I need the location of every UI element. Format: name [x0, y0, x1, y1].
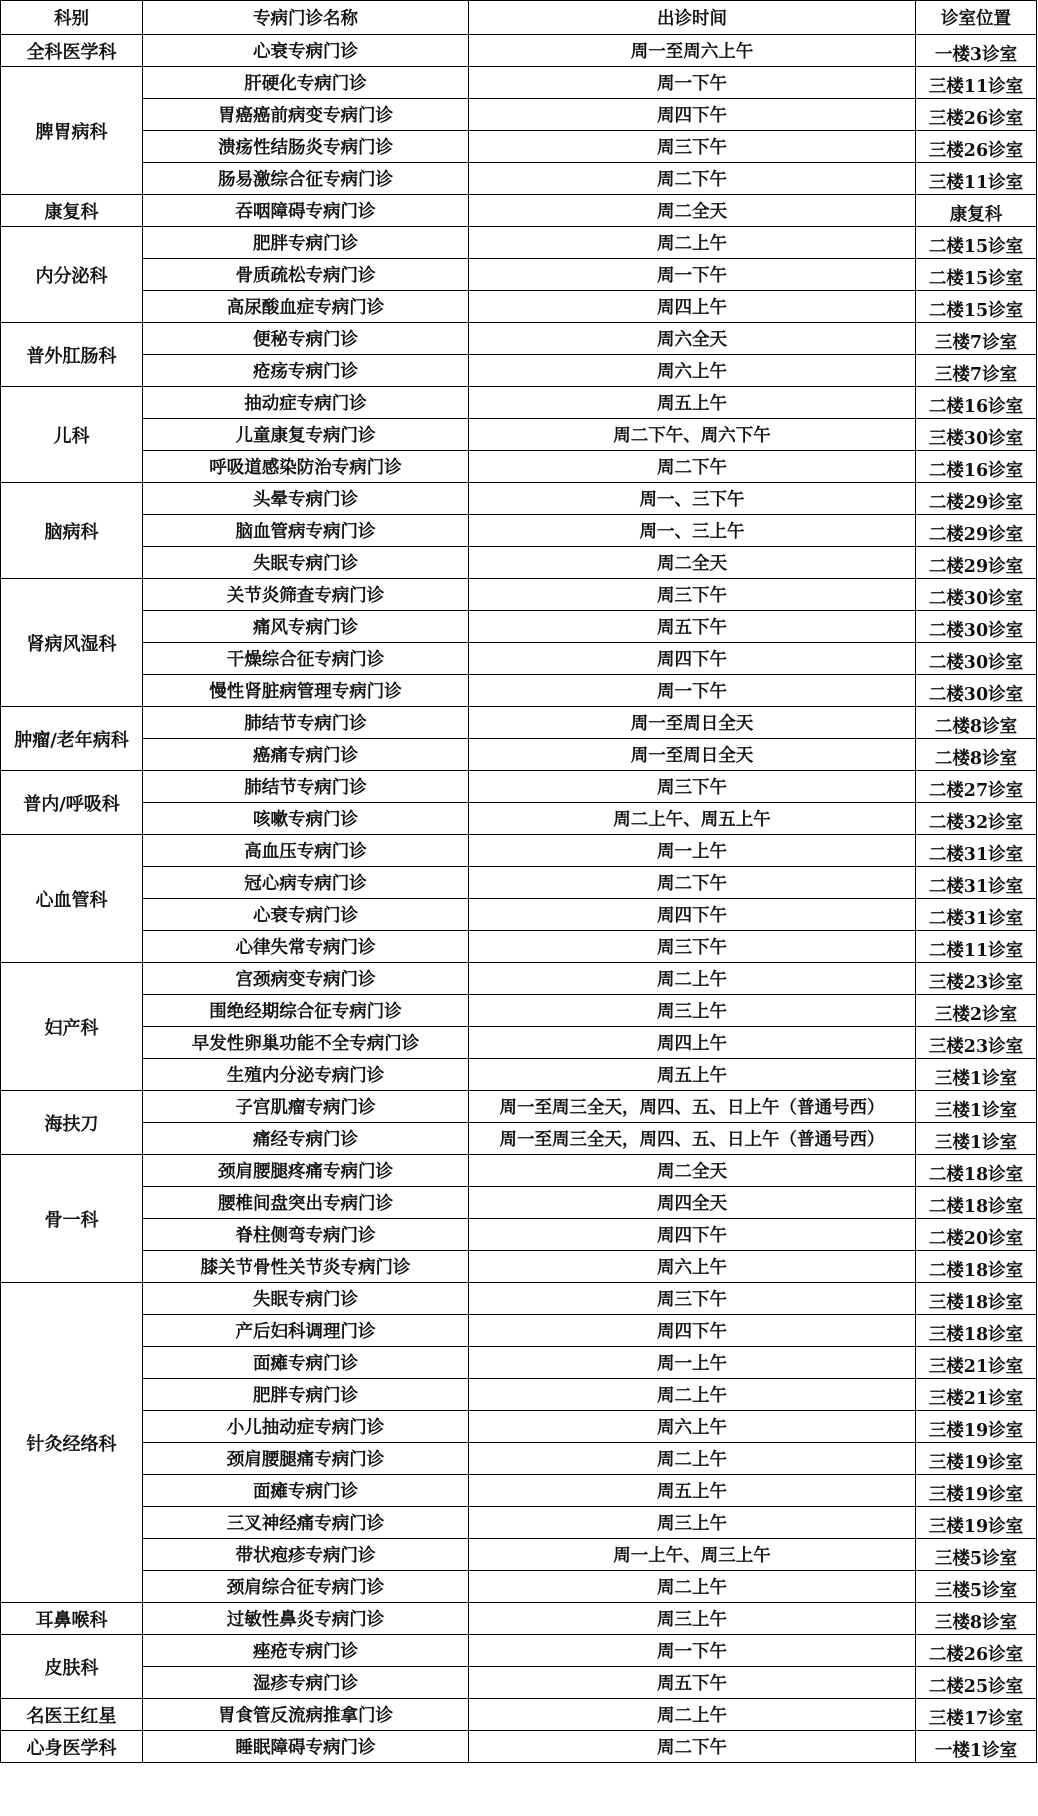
room-location-cell: 三楼1诊室	[916, 1059, 1037, 1091]
clinic-time-cell: 周四上午	[469, 291, 916, 323]
clinic-name-cell: 疮疡专病门诊	[143, 355, 469, 387]
clinic-time-cell: 周一上午	[469, 1347, 916, 1379]
table-row	[1, 259, 1037, 291]
room-location-cell: 三楼1诊室	[916, 1123, 1037, 1155]
table-row	[1, 1411, 1037, 1443]
table-row	[1, 899, 1037, 931]
clinic-name-cell: 宫颈病变专病门诊	[143, 963, 469, 995]
table-row	[1, 1155, 1037, 1187]
department-cell: 骨一科	[1, 1155, 143, 1283]
clinic-time-cell: 周一上午	[469, 835, 916, 867]
clinic-time-cell: 周二下午、周六下午	[469, 419, 916, 451]
room-location-cell: 三楼21诊室	[916, 1347, 1037, 1379]
table-row	[1, 931, 1037, 963]
room-location-cell: 三楼19诊室	[916, 1411, 1037, 1443]
table-row	[1, 1251, 1037, 1283]
clinic-name-cell: 胃食管反流病推拿门诊	[143, 1699, 469, 1731]
room-location-cell: 三楼30诊室	[916, 419, 1037, 451]
room-location-cell: 二楼27诊室	[916, 771, 1037, 803]
clinic-name-cell: 失眠专病门诊	[143, 1283, 469, 1315]
department-cell: 名医王红星	[1, 1699, 143, 1731]
header-department: 科别	[1, 1, 143, 35]
clinic-name-cell: 颈肩腰腿痛专病门诊	[143, 1443, 469, 1475]
clinic-time-cell: 周二上午	[469, 1379, 916, 1411]
room-location-cell: 三楼2诊室	[916, 995, 1037, 1027]
clinic-name-cell: 呼吸道感染防治专病门诊	[143, 451, 469, 483]
header-clinic-time: 出诊时间	[469, 1, 916, 35]
room-location-cell: 三楼8诊室	[916, 1603, 1037, 1635]
clinic-name-cell: 失眠专病门诊	[143, 547, 469, 579]
table-row	[1, 707, 1037, 739]
table-row	[1, 291, 1037, 323]
clinic-time-cell: 周二下午	[469, 1731, 916, 1763]
clinic-time-cell: 周六全天	[469, 323, 916, 355]
room-location-cell: 二楼30诊室	[916, 643, 1037, 675]
table-row	[1, 1667, 1037, 1699]
table-row	[1, 515, 1037, 547]
clinic-name-cell: 三叉神经痛专病门诊	[143, 1507, 469, 1539]
department-cell: 脾胃病科	[1, 67, 143, 195]
department-cell: 肿瘤/老年病科	[1, 707, 143, 771]
clinic-time-cell: 周四下午	[469, 99, 916, 131]
department-cell: 耳鼻喉科	[1, 1603, 143, 1635]
clinic-name-cell: 关节炎筛查专病门诊	[143, 579, 469, 611]
table-row	[1, 1347, 1037, 1379]
table-row	[1, 1699, 1037, 1731]
room-location-cell: 三楼26诊室	[916, 131, 1037, 163]
room-location-cell: 二楼20诊室	[916, 1219, 1037, 1251]
table-row	[1, 195, 1037, 227]
clinic-time-cell: 周六上午	[469, 1251, 916, 1283]
clinic-name-cell: 高血压专病门诊	[143, 835, 469, 867]
table-row	[1, 483, 1037, 515]
clinic-name-cell: 腰椎间盘突出专病门诊	[143, 1187, 469, 1219]
clinic-time-cell: 周三上午	[469, 1507, 916, 1539]
clinic-time-cell: 周一下午	[469, 675, 916, 707]
table-row	[1, 547, 1037, 579]
room-location-cell: 三楼1诊室	[916, 1091, 1037, 1123]
clinic-time-cell: 周一、三上午	[469, 515, 916, 547]
clinic-name-cell: 脊柱侧弯专病门诊	[143, 1219, 469, 1251]
table-row	[1, 1603, 1037, 1635]
table-row	[1, 1091, 1037, 1123]
department-cell: 儿科	[1, 387, 143, 483]
table-row	[1, 387, 1037, 419]
clinic-name-cell: 带状疱疹专病门诊	[143, 1539, 469, 1571]
clinic-time-cell: 周一下午	[469, 259, 916, 291]
clinic-name-cell: 睡眠障碍专病门诊	[143, 1731, 469, 1763]
clinic-name-cell: 干燥综合征专病门诊	[143, 643, 469, 675]
clinic-time-cell: 周四下午	[469, 899, 916, 931]
clinic-time-cell: 周二全天	[469, 195, 916, 227]
table-row	[1, 451, 1037, 483]
room-location-cell: 二楼15诊室	[916, 291, 1037, 323]
clinic-time-cell: 周三上午	[469, 995, 916, 1027]
room-location-cell: 二楼11诊室	[916, 931, 1037, 963]
department-cell: 普内/呼吸科	[1, 771, 143, 835]
department-cell: 康复科	[1, 195, 143, 227]
table-row	[1, 803, 1037, 835]
clinic-name-cell: 子宫肌瘤专病门诊	[143, 1091, 469, 1123]
clinic-time-cell: 周四上午	[469, 1027, 916, 1059]
room-location-cell: 二楼30诊室	[916, 675, 1037, 707]
table-row	[1, 867, 1037, 899]
table-row	[1, 131, 1037, 163]
room-location-cell: 三楼11诊室	[916, 163, 1037, 195]
table-row	[1, 771, 1037, 803]
clinic-name-cell: 胃癌癌前病变专病门诊	[143, 99, 469, 131]
room-location-cell: 三楼18诊室	[916, 1283, 1037, 1315]
table-row	[1, 963, 1037, 995]
clinic-name-cell: 湿疹专病门诊	[143, 1667, 469, 1699]
table-row	[1, 67, 1037, 99]
clinic-name-cell: 溃疡性结肠炎专病门诊	[143, 131, 469, 163]
table-row	[1, 227, 1037, 259]
clinic-time-cell: 周一至周日全天	[469, 707, 916, 739]
room-location-cell: 三楼5诊室	[916, 1539, 1037, 1571]
clinic-time-cell: 周一上午、周三上午	[469, 1539, 916, 1571]
clinic-time-cell: 周四下午	[469, 1315, 916, 1347]
clinic-time-cell: 周三上午	[469, 1603, 916, 1635]
clinic-name-cell: 肺结节专病门诊	[143, 771, 469, 803]
room-location-cell: 二楼31诊室	[916, 867, 1037, 899]
table-row	[1, 1635, 1037, 1667]
clinic-time-cell: 周一至周三全天，周四、五、日上午（普通号西）	[469, 1123, 916, 1155]
clinic-name-cell: 过敏性鼻炎专病门诊	[143, 1603, 469, 1635]
room-location-cell: 二楼31诊室	[916, 835, 1037, 867]
room-location-cell: 二楼30诊室	[916, 579, 1037, 611]
department-cell: 针灸经络科	[1, 1283, 143, 1603]
table-row	[1, 1315, 1037, 1347]
clinic-name-cell: 头晕专病门诊	[143, 483, 469, 515]
clinic-name-cell: 肠易激综合征专病门诊	[143, 163, 469, 195]
clinic-name-cell: 肥胖专病门诊	[143, 227, 469, 259]
department-cell: 肾病风湿科	[1, 579, 143, 707]
room-location-cell: 二楼30诊室	[916, 611, 1037, 643]
room-location-cell: 二楼18诊室	[916, 1187, 1037, 1219]
department-cell: 心血管科	[1, 835, 143, 963]
table-row	[1, 1571, 1037, 1603]
clinic-name-cell: 小儿抽动症专病门诊	[143, 1411, 469, 1443]
table-row	[1, 1123, 1037, 1155]
table-row	[1, 99, 1037, 131]
room-location-cell: 一楼1诊室	[916, 1731, 1037, 1763]
clinic-time-cell: 周二下午	[469, 867, 916, 899]
room-location-cell: 三楼21诊室	[916, 1379, 1037, 1411]
room-location-cell: 二楼15诊室	[916, 259, 1037, 291]
room-location-cell: 三楼7诊室	[916, 355, 1037, 387]
clinic-time-cell: 周一至周三全天，周四、五、日上午（普通号西）	[469, 1091, 916, 1123]
department-cell: 普外肛肠科	[1, 323, 143, 387]
department-cell: 内分泌科	[1, 227, 143, 323]
clinic-time-cell: 周三下午	[469, 579, 916, 611]
clinic-time-cell: 周四下午	[469, 1219, 916, 1251]
department-cell: 海扶刀	[1, 1091, 143, 1155]
room-location-cell: 二楼29诊室	[916, 483, 1037, 515]
clinic-time-cell: 周二上午	[469, 1443, 916, 1475]
table-row	[1, 1731, 1037, 1763]
clinic-name-cell: 颈肩综合征专病门诊	[143, 1571, 469, 1603]
room-location-cell: 三楼23诊室	[916, 1027, 1037, 1059]
table-body	[1, 35, 1037, 1763]
room-location-cell: 二楼18诊室	[916, 1251, 1037, 1283]
clinic-name-cell: 痛风专病门诊	[143, 611, 469, 643]
clinic-name-cell: 痤疮专病门诊	[143, 1635, 469, 1667]
header-room-location: 诊室位置	[916, 1, 1037, 35]
clinic-time-cell: 周六上午	[469, 1411, 916, 1443]
clinic-time-cell: 周四下午	[469, 643, 916, 675]
clinic-name-cell: 肥胖专病门诊	[143, 1379, 469, 1411]
department-cell: 脑病科	[1, 483, 143, 579]
clinic-name-cell: 颈肩腰腿疼痛专病门诊	[143, 1155, 469, 1187]
clinic-time-cell: 周二上午	[469, 1571, 916, 1603]
clinic-time-cell: 周二下午	[469, 451, 916, 483]
table-row	[1, 1059, 1037, 1091]
header-clinic-name: 专病门诊名称	[143, 1, 469, 35]
room-location-cell: 二楼29诊室	[916, 547, 1037, 579]
department-cell: 心身医学科	[1, 1731, 143, 1763]
clinic-time-cell: 周一下午	[469, 67, 916, 99]
room-location-cell: 二楼16诊室	[916, 451, 1037, 483]
clinic-time-cell: 周三下午	[469, 1283, 916, 1315]
table-row	[1, 675, 1037, 707]
room-location-cell: 三楼11诊室	[916, 67, 1037, 99]
clinic-name-cell: 骨质疏松专病门诊	[143, 259, 469, 291]
clinic-time-cell: 周二下午	[469, 163, 916, 195]
room-location-cell: 三楼19诊室	[916, 1507, 1037, 1539]
table-row	[1, 35, 1037, 67]
clinic-time-cell: 周二上午	[469, 1699, 916, 1731]
clinic-name-cell: 面瘫专病门诊	[143, 1347, 469, 1379]
clinic-name-cell: 围绝经期综合征专病门诊	[143, 995, 469, 1027]
clinic-name-cell: 生殖内分泌专病门诊	[143, 1059, 469, 1091]
clinic-time-cell: 周五下午	[469, 1667, 916, 1699]
room-location-cell: 二楼31诊室	[916, 899, 1037, 931]
clinic-time-cell: 周五上午	[469, 1475, 916, 1507]
clinic-name-cell: 儿童康复专病门诊	[143, 419, 469, 451]
table-row	[1, 835, 1037, 867]
room-location-cell: 二楼18诊室	[916, 1155, 1037, 1187]
clinic-name-cell: 抽动症专病门诊	[143, 387, 469, 419]
table-row	[1, 579, 1037, 611]
table-row	[1, 1475, 1037, 1507]
room-location-cell: 三楼17诊室	[916, 1699, 1037, 1731]
clinic-time-cell: 周二上午	[469, 227, 916, 259]
room-location-cell: 三楼5诊室	[916, 1571, 1037, 1603]
clinic-name-cell: 便秘专病门诊	[143, 323, 469, 355]
table-row	[1, 355, 1037, 387]
clinic-name-cell: 心衰专病门诊	[143, 35, 469, 67]
table-row	[1, 643, 1037, 675]
clinic-name-cell: 肝硬化专病门诊	[143, 67, 469, 99]
table-row	[1, 611, 1037, 643]
clinic-time-cell: 周三下午	[469, 131, 916, 163]
department-cell: 皮肤科	[1, 1635, 143, 1699]
clinic-name-cell: 慢性肾脏病管理专病门诊	[143, 675, 469, 707]
clinic-time-cell: 周一下午	[469, 1635, 916, 1667]
clinic-time-cell: 周一至周日全天	[469, 739, 916, 771]
room-location-cell: 三楼18诊室	[916, 1315, 1037, 1347]
room-location-cell: 康复科	[916, 195, 1037, 227]
clinic-name-cell: 脑血管病专病门诊	[143, 515, 469, 547]
clinic-name-cell: 痛经专病门诊	[143, 1123, 469, 1155]
clinic-time-cell: 周二全天	[469, 547, 916, 579]
room-location-cell: 二楼8诊室	[916, 707, 1037, 739]
room-location-cell: 二楼15诊室	[916, 227, 1037, 259]
clinic-name-cell: 肺结节专病门诊	[143, 707, 469, 739]
room-location-cell: 一楼3诊室	[916, 35, 1037, 67]
header-row	[1, 1, 1037, 35]
clinic-name-cell: 心律失常专病门诊	[143, 931, 469, 963]
table-row	[1, 1027, 1037, 1059]
room-location-cell: 三楼23诊室	[916, 963, 1037, 995]
room-location-cell: 二楼25诊室	[916, 1667, 1037, 1699]
clinic-name-cell: 早发性卵巢功能不全专病门诊	[143, 1027, 469, 1059]
clinic-time-cell: 周五下午	[469, 611, 916, 643]
clinic-time-cell: 周六上午	[469, 355, 916, 387]
clinic-time-cell: 周二上午	[469, 963, 916, 995]
table-row	[1, 323, 1037, 355]
clinic-time-cell: 周一至周六上午	[469, 35, 916, 67]
department-cell: 全科医学科	[1, 35, 143, 67]
table-row	[1, 1379, 1037, 1411]
clinic-time-cell: 周三下午	[469, 771, 916, 803]
clinic-name-cell: 冠心病专病门诊	[143, 867, 469, 899]
table-row	[1, 1443, 1037, 1475]
department-cell: 妇产科	[1, 963, 143, 1091]
clinic-name-cell: 膝关节骨性关节炎专病门诊	[143, 1251, 469, 1283]
clinic-time-cell: 周三下午	[469, 931, 916, 963]
table-row	[1, 1507, 1037, 1539]
table-row	[1, 1539, 1037, 1571]
room-location-cell: 三楼19诊室	[916, 1443, 1037, 1475]
room-location-cell: 三楼19诊室	[916, 1475, 1037, 1507]
table-row	[1, 419, 1037, 451]
room-location-cell: 三楼7诊室	[916, 323, 1037, 355]
clinic-time-cell: 周一、三下午	[469, 483, 916, 515]
clinic-name-cell: 产后妇科调理门诊	[143, 1315, 469, 1347]
table-row	[1, 739, 1037, 771]
table-row	[1, 163, 1037, 195]
table-row	[1, 1283, 1037, 1315]
clinic-time-cell: 周五上午	[469, 387, 916, 419]
table-row	[1, 1219, 1037, 1251]
room-location-cell: 二楼26诊室	[916, 1635, 1037, 1667]
room-location-cell: 二楼8诊室	[916, 739, 1037, 771]
room-location-cell: 三楼26诊室	[916, 99, 1037, 131]
clinic-name-cell: 高尿酸血症专病门诊	[143, 291, 469, 323]
clinic-time-cell: 周二全天	[469, 1155, 916, 1187]
room-location-cell: 二楼16诊室	[916, 387, 1037, 419]
table-row	[1, 1187, 1037, 1219]
clinic-time-cell: 周二上午、周五上午	[469, 803, 916, 835]
clinic-name-cell: 吞咽障碍专病门诊	[143, 195, 469, 227]
room-location-cell: 二楼29诊室	[916, 515, 1037, 547]
clinic-time-cell: 周五上午	[469, 1059, 916, 1091]
clinic-name-cell: 咳嗽专病门诊	[143, 803, 469, 835]
table-row	[1, 995, 1037, 1027]
room-location-cell: 二楼32诊室	[916, 803, 1037, 835]
clinic-name-cell: 癌痛专病门诊	[143, 739, 469, 771]
clinic-name-cell: 面瘫专病门诊	[143, 1475, 469, 1507]
clinic-name-cell: 心衰专病门诊	[143, 899, 469, 931]
clinic-time-cell: 周四全天	[469, 1187, 916, 1219]
